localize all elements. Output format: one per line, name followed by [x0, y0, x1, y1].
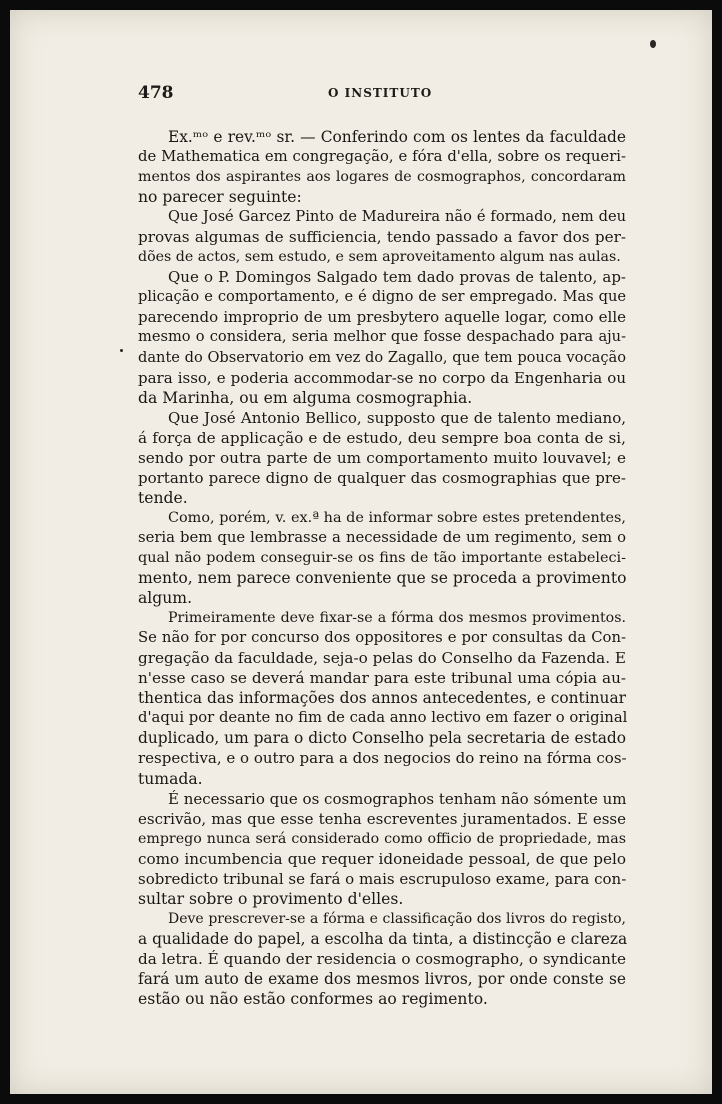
text-line: para isso, e poderia accommodar-se no corpo da Engenharia ou — [138, 368, 626, 387]
text-line: provas algumas de sufficiencia, tendo passado a favor dos per- — [138, 228, 626, 247]
text-line: da Marinha, ou em alguma cosmographia. — [138, 388, 473, 407]
text-line: de Mathematica em congregação, e fóra d'ella, sobre os requeri- — [138, 148, 626, 166]
text-line: portanto parece digno de qualquer das cosmographias que pre- — [138, 468, 626, 487]
text-line: sobredicto tribunal se fará o mais escrupuloso exame, para con- — [138, 869, 627, 888]
text-line: Ex.ᵐᵒ e rev.ᵐᵒ sr. — Conferindo com os lentes da faculdade — [168, 128, 626, 146]
text-line: Que José Antonio Bellico, supposto que de talento mediano, — [168, 408, 626, 427]
text-line: d'aqui por deante no fim de cada anno lectivo em fazer o original — [138, 709, 628, 727]
text-line: estão ou não estão conformes ao regimento. — [138, 990, 488, 1009]
ink-speck — [120, 349, 123, 352]
text-line: mesmo o considera, seria melhor que fosse despachado para aju- — [138, 328, 626, 346]
paragraph — [138, 127, 626, 207]
paragraph — [138, 909, 626, 1009]
paragraph — [138, 408, 626, 508]
text-line: Como, porém, v. ex.ª ha de informar sobre estes pretendentes, — [168, 509, 626, 526]
ink-speck — [650, 40, 656, 48]
text-line: escrivão, mas que esse tenha escreventes juramentados. E esse — [138, 809, 626, 828]
page-number: 478 — [138, 83, 174, 103]
text-line: Que o P. Domingos Salgado tem dado provas de talento, ap- — [168, 268, 626, 287]
text-line: parecendo improprio de um presbytero aquelle logar, como elle — [138, 308, 626, 327]
text-line: algum. — [138, 589, 193, 608]
text-line: tumada. — [138, 769, 203, 788]
text-line: sendo por outra parte de um comportamento muito louvavel; e — [138, 448, 626, 467]
text-line: respectiva, e o outro para a dos negocios do reino na fórma cos- — [138, 749, 627, 768]
text-line: gregação da faculdade, seja-o pelas do Conselho da Fazenda. E — [138, 649, 626, 668]
text-line: mentos dos aspirantes aos logares de cosmographos, concordaram — [138, 169, 626, 186]
text-line: Se não for por concurso dos oppositores e por consultas da Con- — [138, 629, 626, 647]
paragraph — [138, 789, 626, 909]
text-line: duplicado, um para o dicto Conselho pela secretaria de estado — [138, 729, 626, 748]
text-line: Que José Garcez Pinto de Madureira não é formado, nem deu — [168, 208, 626, 226]
text-line: É necessario que os cosmographos tenham não sómente um — [168, 789, 627, 808]
text-line: da letra. É quando der residencia o cosmographo, o syndicante — [138, 949, 626, 968]
text-line: thentica das informações dos annos antecedentes, e continuar — [138, 689, 626, 708]
text-line: á força de applicação e de estudo, deu sempre boa conta de si, — [138, 428, 626, 447]
body-text — [138, 127, 626, 1009]
page-header — [138, 83, 626, 105]
paragraph — [138, 267, 626, 407]
text-line: tende. — [138, 488, 188, 507]
text-line: Primeiramente deve fixar-se a fórma dos mesmos provimentos. — [168, 610, 626, 627]
running-title: O INSTITUTO — [328, 86, 433, 100]
text-line: mento, nem parece conveniente que se proceda a provimento — [138, 569, 627, 588]
paragraph — [138, 207, 626, 267]
text-line: a qualidade do papel, a escolha da tinta, a distincção e clareza — [138, 929, 628, 948]
text-line: qual não podem conseguir-se os fins de tão importante estabeleci- — [138, 549, 626, 566]
text-line: plicação e comportamento, e é digno de ser empregado. Mas que — [138, 288, 626, 306]
text-line: Deve prescrever-se a fórma e classificação dos livros do registo, — [168, 910, 626, 927]
paragraph — [138, 508, 626, 608]
paragraph — [138, 608, 626, 788]
text-line: n'esse caso se deverá mandar para este tribunal uma cópia au- — [138, 669, 626, 688]
text-line: no parecer seguinte: — [138, 188, 302, 207]
text-line: seria bem que lembrasse a necessidade de um regimento, sem o — [138, 528, 626, 546]
text-line: como incumbencia que requer idoneidade pessoal, de que pelo — [138, 849, 626, 868]
text-line: dões de actos, sem estudo, e sem aproveitamento algum nas aulas. — [138, 249, 621, 266]
text-line: dante do Observatorio em vez do Zagallo, que tem pouca vocação — [138, 348, 626, 366]
text-line: fará um auto de exame dos mesmos livros, por onde conste se — [138, 969, 626, 988]
text-line: emprego nunca será considerado como officio de propriedade, mas — [138, 830, 626, 847]
text-line: sultar sobre o provimento d'elles. — [138, 889, 404, 908]
